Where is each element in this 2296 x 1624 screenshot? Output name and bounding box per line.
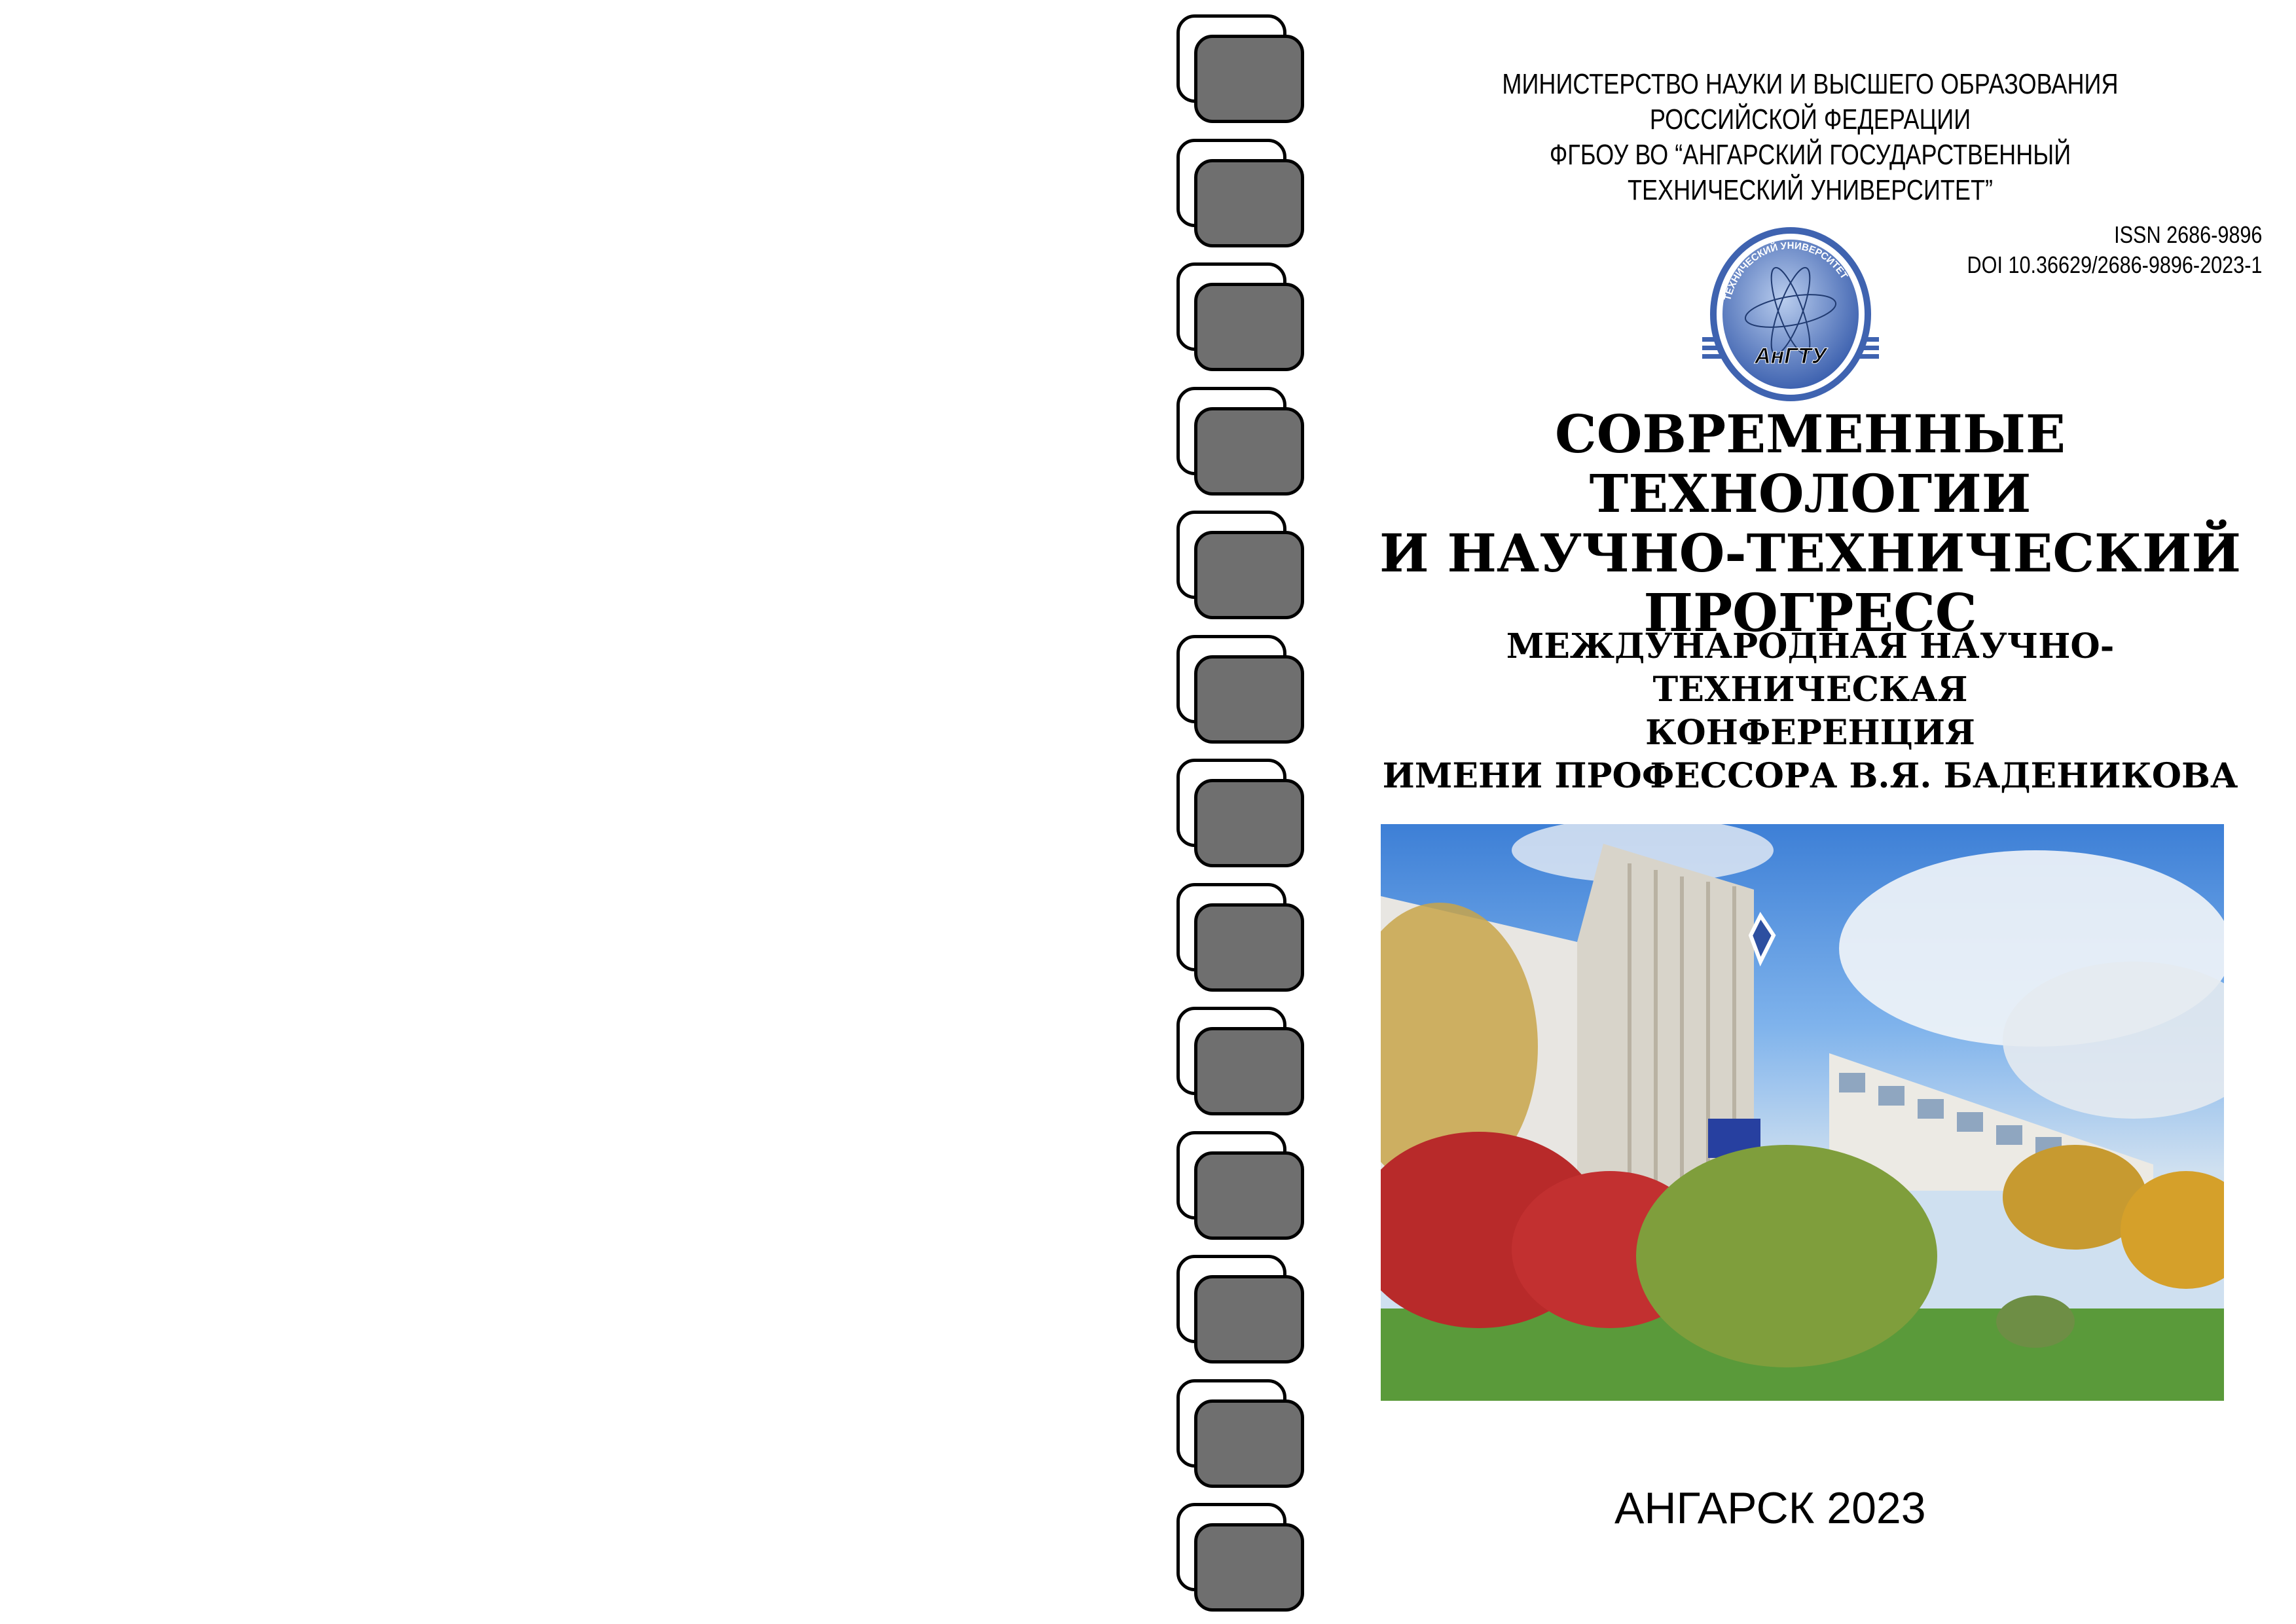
ring-front bbox=[1194, 1275, 1304, 1363]
binder-ring bbox=[1176, 1007, 1307, 1115]
header-line: ФГБОУ ВО “АНГАРСКИЙ ГОСУДАРСТВЕННЫЙ bbox=[1549, 139, 2071, 171]
ring-front bbox=[1194, 1399, 1304, 1488]
issn: ISSN 2686-9896 bbox=[2113, 221, 2262, 248]
binder-ring bbox=[1176, 1503, 1307, 1611]
ring-front bbox=[1194, 159, 1304, 247]
doi: DOI 10.36629/2686-9896-2023-1 bbox=[1967, 251, 2262, 278]
binder-ring bbox=[1176, 759, 1307, 867]
subtitle-line: МЕЖДУНАРОДНАЯ НАУЧНО-ТЕХНИЧЕСКАЯ bbox=[1506, 626, 2115, 710]
binder-ring bbox=[1176, 387, 1307, 495]
binder-ring bbox=[1176, 1131, 1307, 1239]
city-year: АНГАРСК 2023 bbox=[1614, 1483, 1926, 1533]
ring-front bbox=[1194, 531, 1304, 619]
ring-front bbox=[1194, 779, 1304, 867]
binder-ring bbox=[1176, 14, 1307, 122]
header-line: МИНИСТЕРСТВО НАУКИ И ВЫСШЕГО ОБРАЗОВАНИЯ bbox=[1502, 68, 2119, 100]
university-logo bbox=[1696, 226, 1886, 403]
binder-ring bbox=[1176, 635, 1307, 743]
binder-ring bbox=[1176, 1379, 1307, 1487]
binder-ring bbox=[1176, 1255, 1307, 1363]
binder-ring bbox=[1176, 511, 1307, 619]
title-line: СОВРЕМЕННЫЕ ТЕХНОЛОГИИ bbox=[1555, 403, 2066, 524]
ring-front bbox=[1194, 35, 1304, 123]
logo-abbr: АнГТУ bbox=[1755, 344, 1827, 369]
identifiers bbox=[1967, 220, 2262, 280]
header-line: РОССИЙСКОЙ ФЕДЕРАЦИИ bbox=[1649, 103, 1971, 135]
book-title bbox=[1375, 405, 2246, 643]
ring-front bbox=[1194, 1523, 1304, 1612]
subtitle-line: ИМЕНИ ПРОФЕССОРА В.Я. БАДЕНИКОВА bbox=[1382, 756, 2238, 796]
subtitle-line: КОНФЕРЕНЦИЯ bbox=[1645, 713, 1975, 753]
ring-front bbox=[1194, 903, 1304, 992]
header-line: ТЕХНИЧЕСКИЙ УНИВЕРСИТЕТ” bbox=[1627, 174, 1994, 206]
ring-front bbox=[1194, 1151, 1304, 1240]
ministry-header bbox=[1480, 67, 2141, 208]
conference-subtitle bbox=[1375, 625, 2246, 798]
ring-front bbox=[1194, 655, 1304, 744]
title-line: ПРОГРЕСС bbox=[1643, 582, 1977, 643]
ring-front bbox=[1194, 407, 1304, 496]
binder-ring bbox=[1176, 883, 1307, 991]
binder-ring bbox=[1176, 262, 1307, 370]
ring-front bbox=[1194, 1027, 1304, 1115]
binder-ring bbox=[1176, 139, 1307, 247]
svg-text:ТЕХНИЧЕСКИЙ УНИВЕРСИТЕТ: ТЕХНИЧЕСКИЙ УНИВЕРСИТЕТ bbox=[1722, 240, 1850, 302]
ring-front bbox=[1194, 283, 1304, 371]
university-building-photo bbox=[1381, 824, 2224, 1401]
title-line: И НАУЧНО-ТЕХНИЧЕСКИЙ bbox=[1379, 522, 2241, 584]
